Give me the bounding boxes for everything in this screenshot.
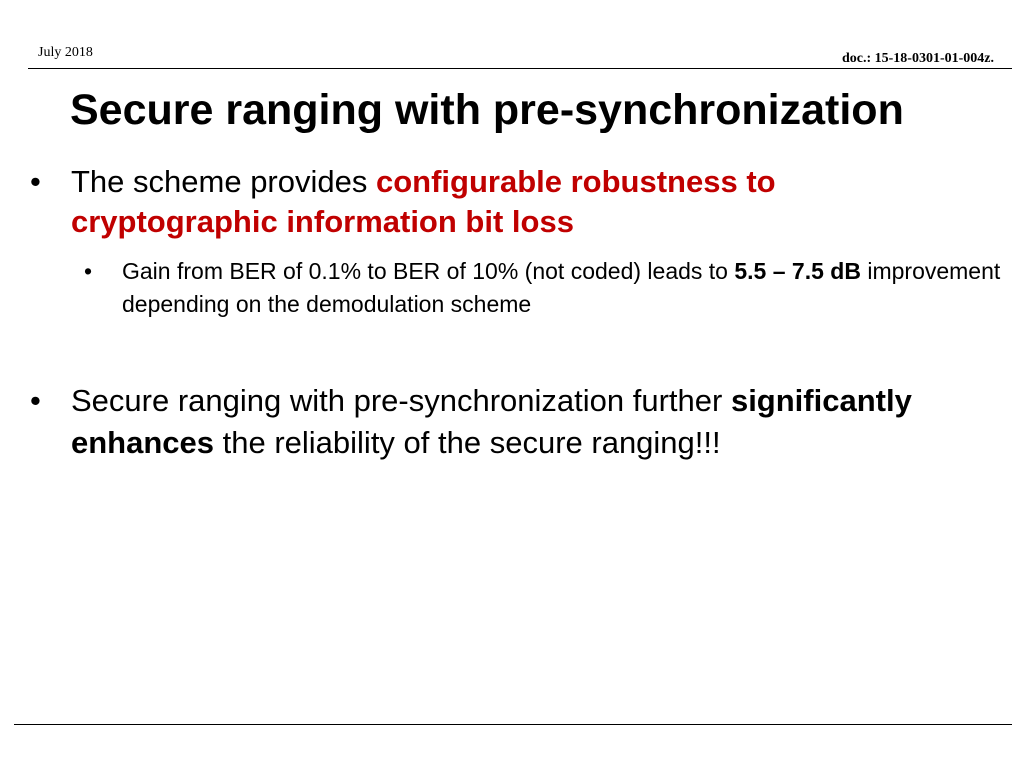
sub-bullet-1-lead: Gain from BER of 0.1% to BER of 10% (not coded) leads to <box>122 258 735 284</box>
bullet-marker: • <box>30 164 41 199</box>
header-date: July 2018 <box>38 45 93 60</box>
bullet-1-highlight: configurable robustness to cryptographic information bit loss <box>71 164 776 239</box>
bullet-marker: • <box>84 258 93 284</box>
bullet-1-text <box>71 162 980 242</box>
sub-bullet-1-text <box>122 255 1004 321</box>
slide-title: Secure ranging with pre-synchronization <box>70 86 904 134</box>
bullet-marker: • <box>30 383 41 418</box>
header-rule <box>28 68 1012 69</box>
sub-bullet-1 <box>84 255 1004 321</box>
doc-id-text: doc.: 15-18-0301-01-004z <box>841 51 991 66</box>
header-doc-id <box>842 51 994 67</box>
bullet-1 <box>30 162 980 242</box>
sub-bullet-1-tail: improvement depending on the demodulation scheme <box>122 258 1001 317</box>
bullet-2 <box>30 380 1010 464</box>
bullet-2-text <box>71 380 1010 464</box>
doc-id-suffix: . <box>990 51 994 66</box>
sub-bullet-1-bold: 5.5 – 7.5 dB <box>734 258 861 284</box>
bullet-2-lead: Secure ranging with pre-synchronization further <box>71 383 731 418</box>
footer-rule <box>14 724 1012 725</box>
bullet-2-bold: significantly enhances <box>71 383 912 460</box>
bullet-1-lead: The scheme provides <box>71 164 376 199</box>
bullet-2-tail: the reliability of the secure ranging!!! <box>214 425 721 460</box>
